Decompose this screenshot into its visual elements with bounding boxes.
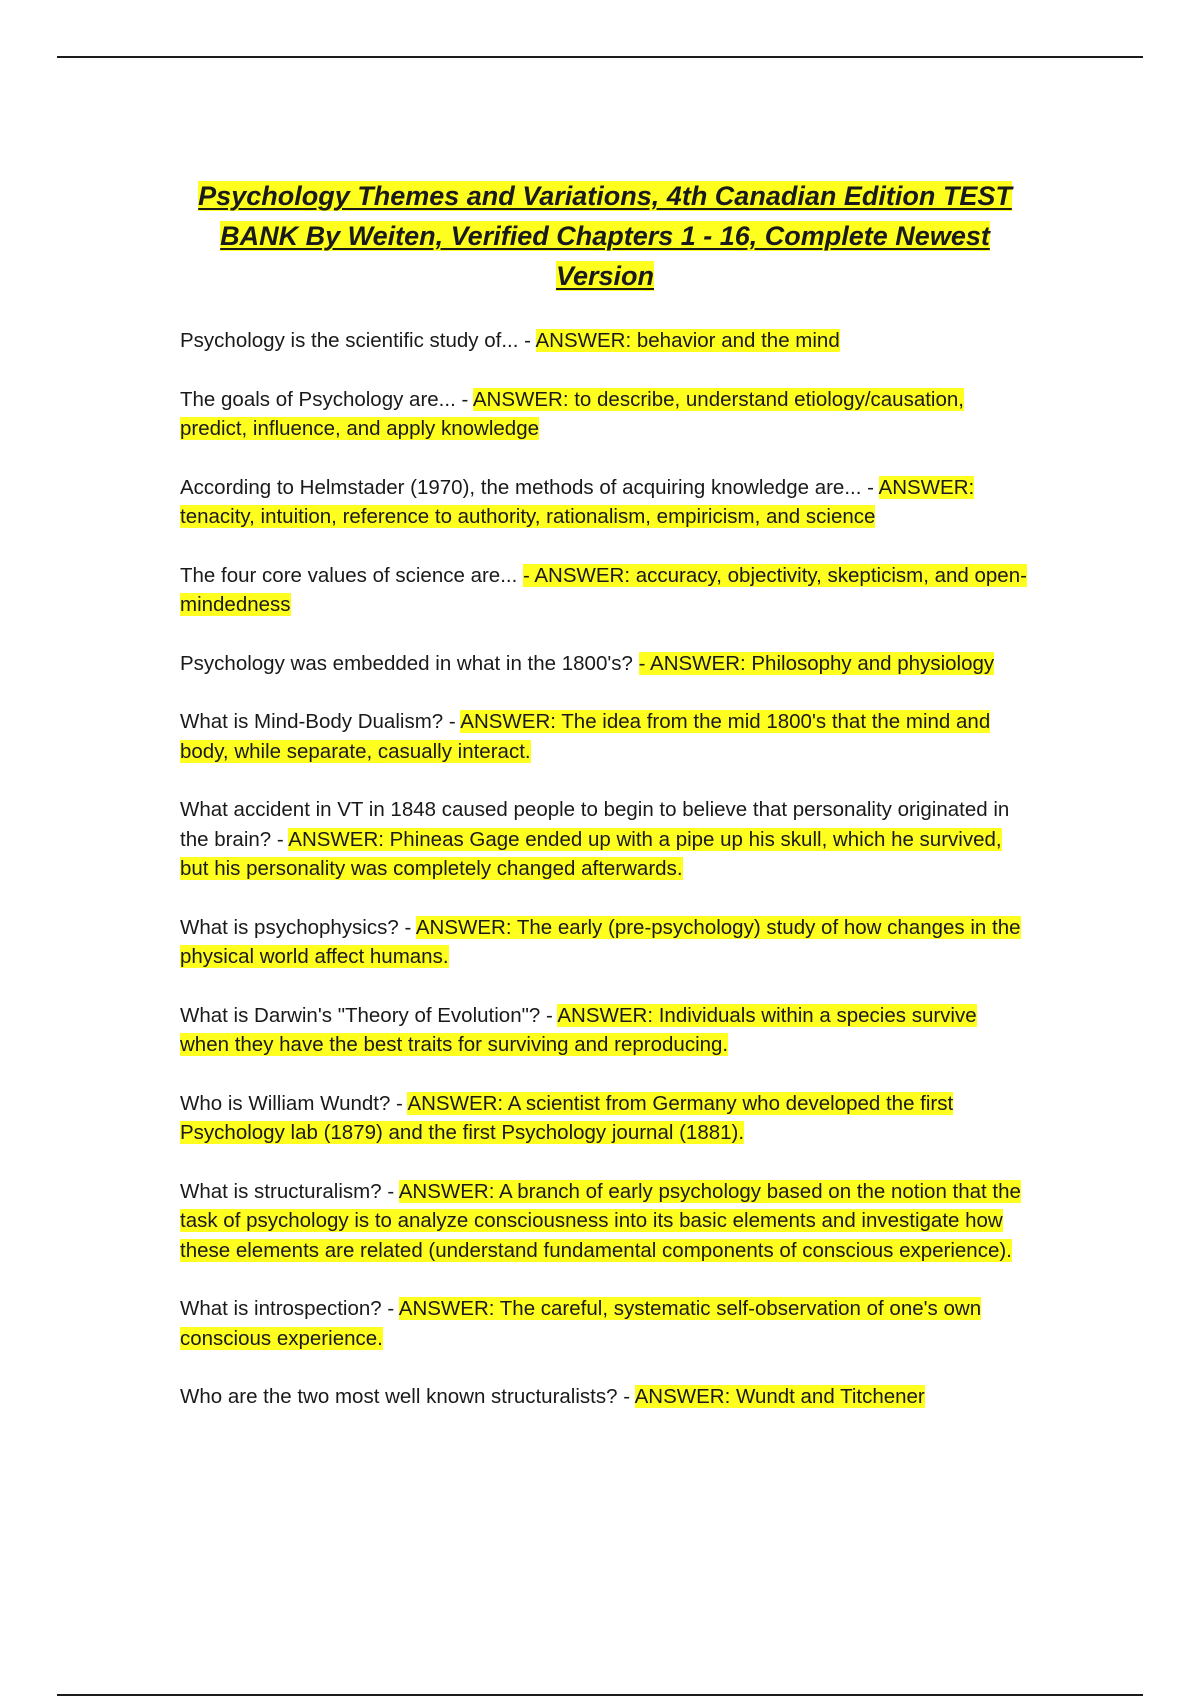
qa-item — [180, 649, 1030, 679]
qa-item — [180, 1001, 1030, 1060]
qa-item — [180, 326, 1030, 356]
answer-text: ANSWER: A scientist from Germany who developed the first Psychology lab (1879) and the first Psychology journal (1881). — [180, 1091, 954, 1144]
answer-text: ANSWER: The careful, systematic self-observation of one's own conscious experience. — [180, 1297, 982, 1350]
answer-text: ANSWER: tenacity, intuition, reference to authority, rationalism, empiricism, and science — [180, 475, 975, 528]
question-text: What is Mind-Body Dualism? - — [180, 710, 461, 733]
footer-rule — [57, 1694, 1143, 1696]
qa-item — [180, 795, 1030, 884]
question-text: Psychology is the scientific study of... - — [180, 329, 536, 352]
answer-text: ANSWER: Individuals within a species survive when they have the best traits for surviving and reproducing. — [180, 1003, 977, 1056]
question-text: What is structuralism? - — [180, 1179, 399, 1203]
qa-item — [180, 1382, 1030, 1412]
qa-item — [180, 561, 1030, 620]
qa-item — [180, 707, 1030, 766]
answer-text: ANSWER: A branch of early psychology based on the notion that the task of psychology is to analyze consciousness into its basic elements and investigate how these elements are related (understand fundamental components of conscious experience). — [180, 1179, 1021, 1262]
answer-text: - ANSWER: accuracy, objectivity, skepticism, and open-mindedness — [180, 563, 1027, 616]
question-text: What accident in VT in 1848 caused people to begin to believe that personality originated in the brain? - — [180, 798, 1010, 851]
qa-item — [180, 473, 1030, 532]
document-title-text: Psychology Themes and Variations, 4th Canadian Edition TEST BANK By Weiten, Verified Chapters 1 - 16, Complete Newest Version — [198, 181, 1012, 291]
answer-text: - ANSWER: Philosophy and physiology — [638, 651, 995, 675]
question-text: According to Helmstader (1970), the methods of acquiring knowledge are... - — [180, 475, 879, 499]
answer-text: ANSWER: The idea from the mid 1800's that the mind and body, while separate, casually interact. — [180, 710, 991, 763]
answer-text: ANSWER: The early (pre-psychology) study of how changes in the physical world affect humans. — [180, 915, 1021, 968]
qa-item — [180, 385, 1030, 444]
answer-text: ANSWER: Phineas Gage ended up with a pipe up his skull, which he survived, but his personality was completely changed afterwards. — [180, 827, 1002, 880]
question-text: What is psychophysics? - — [180, 915, 416, 939]
document-body — [180, 176, 1030, 1441]
qa-item — [180, 1089, 1030, 1148]
question-text: The four core values of science are... — [180, 563, 523, 587]
header-rule — [57, 56, 1143, 58]
qa-item — [180, 1294, 1030, 1353]
qa-item — [180, 913, 1030, 972]
answer-text: ANSWER: behavior and the mind — [535, 329, 840, 352]
question-text: What is Darwin's "Theory of Evolution"? - — [180, 1003, 558, 1027]
document-title — [180, 176, 1030, 296]
question-text: What is introspection? - — [180, 1297, 399, 1320]
question-text: The goals of Psychology are... - — [180, 387, 473, 411]
answer-text: ANSWER: Wundt and Titchener — [634, 1385, 925, 1408]
question-text: Psychology was embedded in what in the 1800's? — [180, 651, 639, 675]
question-text: Who is William Wundt? - — [180, 1091, 408, 1115]
answer-text: ANSWER: to describe, understand etiology/causation, predict, influence, and apply knowledge — [180, 387, 964, 440]
qa-item — [180, 1177, 1030, 1266]
question-text: Who are the two most well known structuralists? - — [180, 1385, 635, 1408]
